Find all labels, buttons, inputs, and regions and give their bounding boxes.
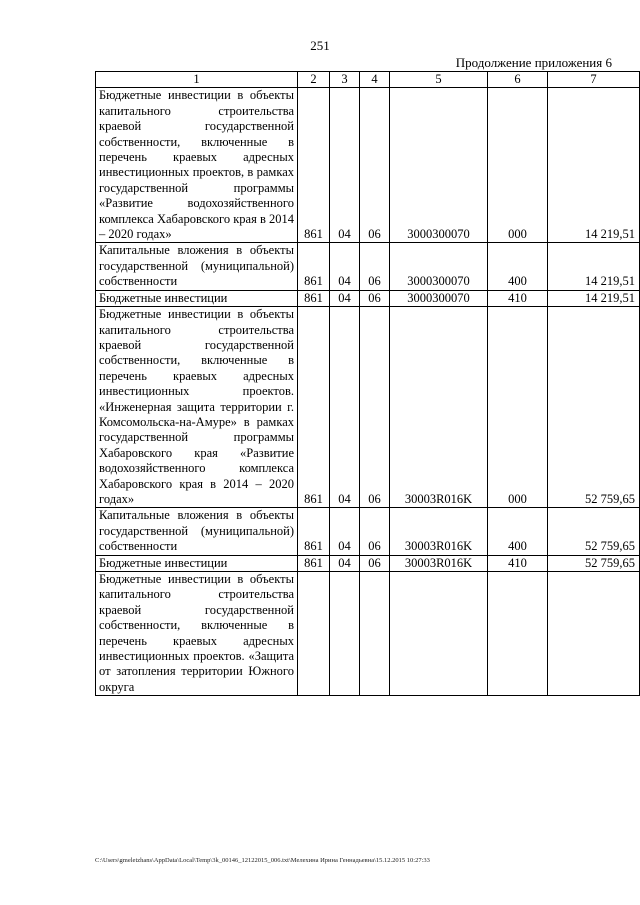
cell-amount: 14 219,51 — [548, 290, 640, 306]
cell-target: 3000300070 — [390, 290, 488, 306]
cell-grbs: 861 — [298, 88, 330, 243]
header-col-1: 1 — [96, 72, 298, 88]
cell-grbs: 861 — [298, 555, 330, 571]
cell-subsection: 06 — [360, 290, 390, 306]
file-path-footer: C:\Users\gmeletzhans\AppData\Local\Temp\3k_00146_12122015_006.txt\Мелехина Ирина Геннадьевна\15.12.2015 10:27:33 — [95, 857, 430, 864]
cell-amount — [548, 572, 640, 696]
cell-section: 04 — [330, 88, 360, 243]
cell-section — [330, 572, 360, 696]
continuation-label: Продолжение приложения 6 — [455, 55, 612, 70]
cell-section: 04 — [330, 243, 360, 290]
header-col-5: 5 — [390, 72, 488, 88]
cell-expense-type: 000 — [488, 307, 548, 508]
table-row — [96, 555, 640, 571]
cell-target: 30003R016K — [390, 508, 488, 555]
cell-subsection — [360, 572, 390, 696]
cell-grbs: 861 — [298, 508, 330, 555]
row-description: Бюджетные инвестиции — [96, 555, 298, 571]
cell-amount: 52 759,65 — [548, 307, 640, 508]
budget-table — [95, 71, 640, 696]
header-col-6: 6 — [488, 72, 548, 88]
table-row — [96, 572, 640, 696]
cell-expense-type: 410 — [488, 555, 548, 571]
cell-expense-type: 000 — [488, 88, 548, 243]
cell-subsection: 06 — [360, 555, 390, 571]
cell-grbs: 861 — [298, 307, 330, 508]
cell-target: 3000300070 — [390, 88, 488, 243]
cell-target — [390, 572, 488, 696]
row-description: Капитальные вложения в объекты государственной (муниципальной) собственности — [96, 243, 298, 290]
header-col-4: 4 — [360, 72, 390, 88]
cell-section: 04 — [330, 290, 360, 306]
cell-section: 04 — [330, 307, 360, 508]
cell-expense-type: 410 — [488, 290, 548, 306]
cell-amount: 14 219,51 — [548, 243, 640, 290]
cell-section: 04 — [330, 555, 360, 571]
table-row — [96, 508, 640, 555]
cell-subsection: 06 — [360, 243, 390, 290]
row-description: Бюджетные инвестиции в объекты капитального строительства краевой государственной собственности, включенные в перечень краевых адресных инвестиционных проектов. «Защита от затопления территории Южного округа — [96, 572, 298, 696]
cell-grbs: 861 — [298, 243, 330, 290]
cell-amount: 14 219,51 — [548, 88, 640, 243]
cell-section: 04 — [330, 508, 360, 555]
cell-grbs — [298, 572, 330, 696]
table-row — [96, 88, 640, 243]
cell-subsection: 06 — [360, 508, 390, 555]
header-col-7: 7 — [548, 72, 640, 88]
row-description: Бюджетные инвестиции в объекты капитального строительства краевой государственной собственности, включенные в перечень краевых адресных инвестиционных проектов, в рамках государственной программы «Развитие водохозяйственного комплекса Хабаровского края в 2014 – 2020 годах» — [96, 88, 298, 243]
row-description: Капитальные вложения в объекты государственной (муниципальной) собственности — [96, 508, 298, 555]
table-row — [96, 307, 640, 508]
header-row — [96, 72, 640, 88]
cell-amount: 52 759,65 — [548, 555, 640, 571]
cell-expense-type: 400 — [488, 243, 548, 290]
cell-target: 30003R016K — [390, 555, 488, 571]
table-row — [96, 243, 640, 290]
cell-grbs: 861 — [298, 290, 330, 306]
page-number: 251 — [310, 38, 330, 53]
cell-target: 30003R016K — [390, 307, 488, 508]
cell-subsection: 06 — [360, 307, 390, 508]
row-description: Бюджетные инвестиции в объекты капитального строительства краевой государственной собственности, включенные в перечень краевых адресных инвестиционных проектов. «Инженерная защита территории г. Комсомольска-на-Амуре» в рамках государственной программы Хабаровского края «Развитие водохозяйственного комплекса Хабаровского края в 2014 – 2020 годах» — [96, 307, 298, 508]
cell-subsection: 06 — [360, 88, 390, 243]
cell-expense-type — [488, 572, 548, 696]
row-description: Бюджетные инвестиции — [96, 290, 298, 306]
cell-expense-type: 400 — [488, 508, 548, 555]
cell-target: 3000300070 — [390, 243, 488, 290]
header-col-2: 2 — [298, 72, 330, 88]
header-col-3: 3 — [330, 72, 360, 88]
cell-amount: 52 759,65 — [548, 508, 640, 555]
table-row — [96, 290, 640, 306]
